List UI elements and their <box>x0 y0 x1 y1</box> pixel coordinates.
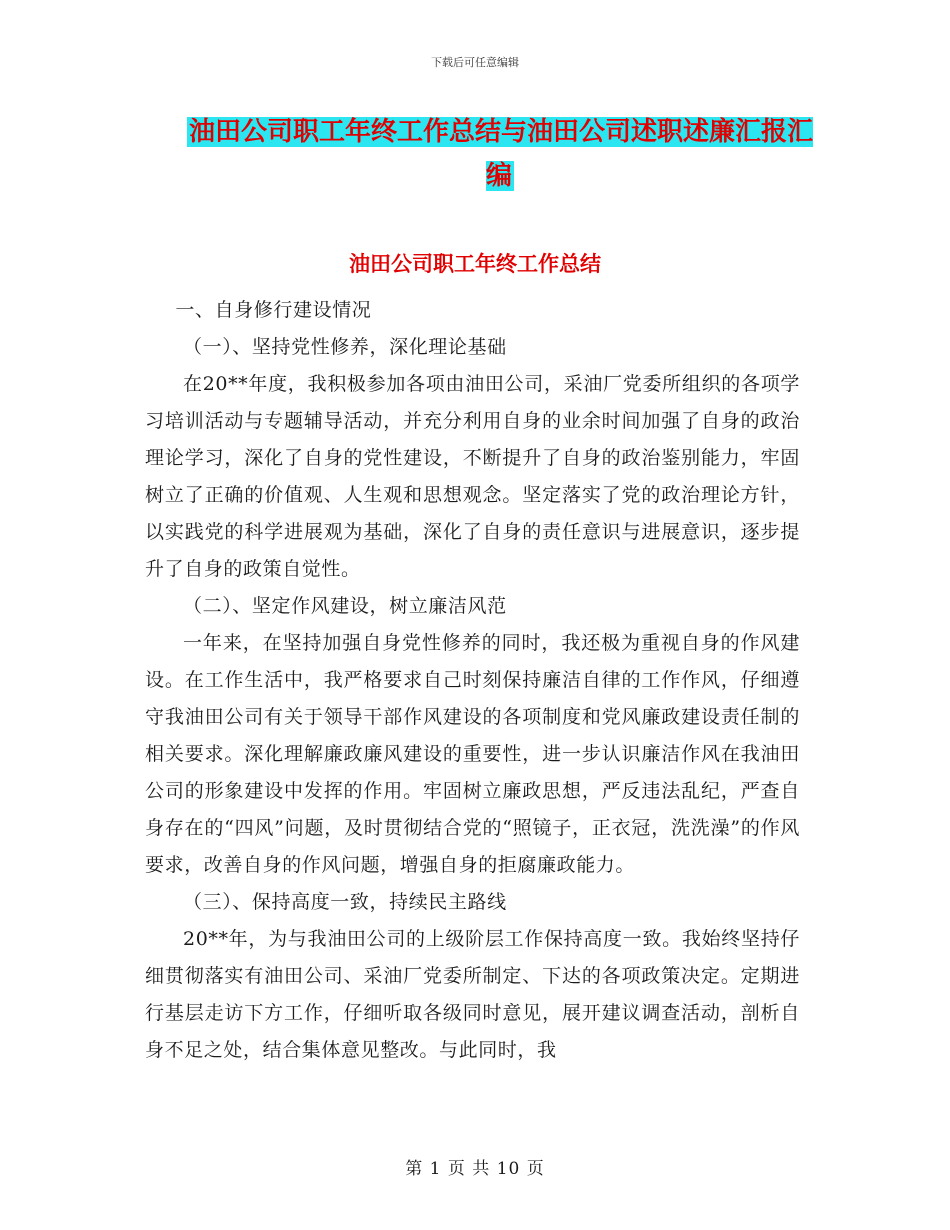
body-paragraph-2: 一年来，在坚持加强自身党性修养的同时，我还极为重视自身的作风建设。在工作生活中，我严格要求自己时刻保持廉洁自律的工作作风，仔细遵守我油田公司有关于领导干部作风建设的各项制度和党风廉政建设责任制的相关要求。深化理解廉政廉风建设的重要性，进一步认识廉洁作风在我油田公司的形象建设中发挥的作用。牢固树立廉政思想，严反违法乱纪，严查自身存在的“四风”问题，及时贯彻结合党的“照镜子，正衣冠，洗洗澡”的作风要求，改善自身的作风问题，增强自身的拒腐廉政能力。 <box>145 632 800 876</box>
body-paragraph-3: 20**年，为与我油田公司的上级阶层工作保持高度一致。我始终坚持仔细贯彻落实有油田公司、采油厂党委所制定、下达的各项政策决定。定期进行基层走访下方工作，仔细听取各级同时意见，展开建议调查活动，剖析自身不足之处，结合集体意见整改。与此同时，我 <box>145 928 800 1061</box>
subsection-heading-3: （三）、保持高度一致，持续民主路线 <box>183 891 507 913</box>
document-body <box>145 292 800 1069</box>
page-number-footer: 第 1 页 共 10 页 <box>405 1159 545 1179</box>
document-sub-title: 油田公司职工年终工作总结 <box>349 251 601 276</box>
subsection-heading-2: （二）、坚定作风建设，树立廉洁风范 <box>183 595 507 617</box>
section-heading-1: 一、自身修行建设情况 <box>175 299 372 321</box>
subsection-heading-1: （一）、坚持党性修养，深化理论基础 <box>183 336 507 358</box>
header-note: 下载后可任意编辑 <box>431 56 519 69</box>
main-title-text: 油田公司职工年终工作总结与油田公司述职述廉汇报汇编 <box>188 117 813 191</box>
document-main-title <box>180 110 820 198</box>
body-paragraph-1: 在20**年度，我积极参加各项由油田公司，采油厂党委所组织的各项学习培训活动与专题辅导活动，并充分利用自身的业余时间加强了自身的政治理论学习，深化了自身的党性建设，不断提升了自身的政治鉴别能力，牢固树立了正确的价值观、人生观和思想观念。坚定落实了党的政治理论方针，以实践党的科学进展观为基础，深化了自身的责任意识与进展意识，逐步提升了自身的政策自觉性。 <box>145 373 800 580</box>
